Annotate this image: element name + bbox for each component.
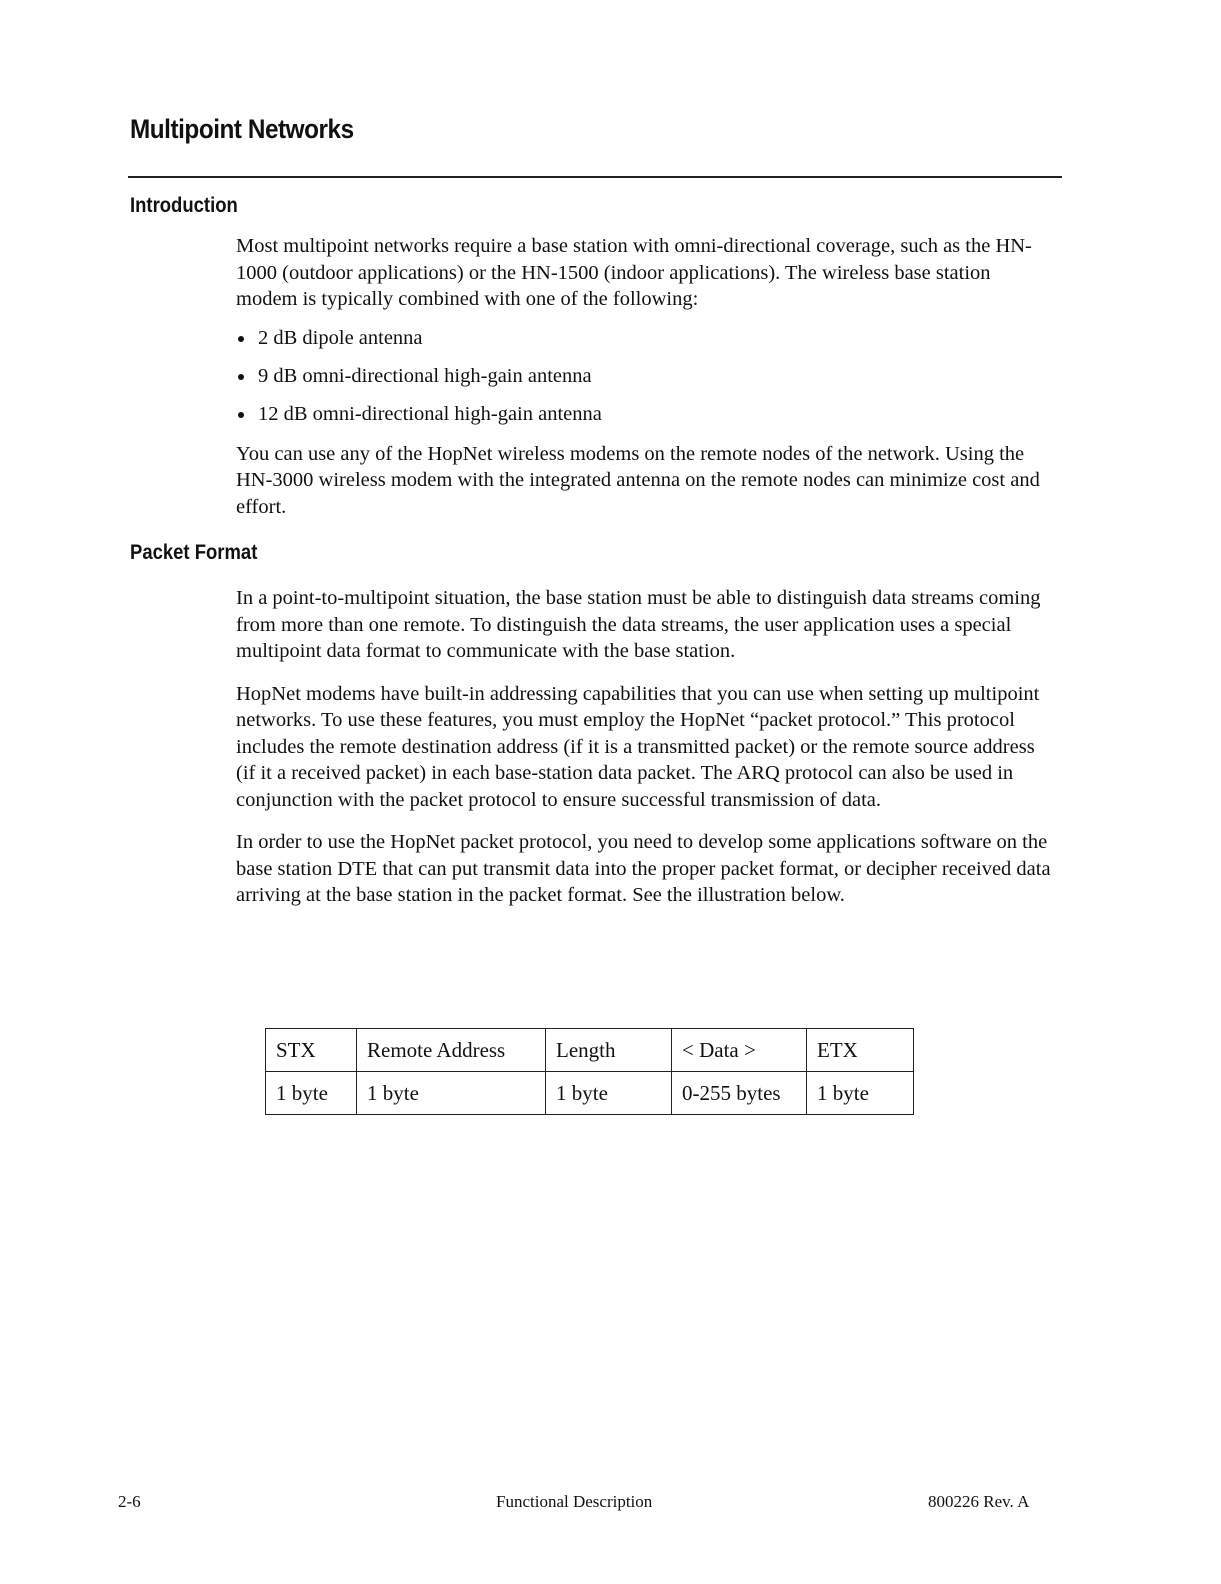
page-title: Multipoint Networks bbox=[130, 114, 354, 144]
introduction-body bbox=[236, 233, 1056, 532]
field-stx: STX bbox=[266, 1029, 357, 1072]
field-remote-address: Remote Address bbox=[357, 1029, 546, 1072]
packet-format-heading: Packet Format bbox=[130, 541, 258, 564]
packet-format-body bbox=[236, 585, 1056, 921]
chapter-title: Functional Description bbox=[496, 1492, 653, 1511]
title-divider bbox=[128, 176, 1062, 178]
field-etx: ETX bbox=[807, 1029, 914, 1072]
packet-format-paragraph-3: In order to use the HopNet packet protocol, you need to develop some applications software on the base station DTE that can put transmit data into the proper packet format, or decipher received data arriving at the base station in the packet format. See the illustration below. bbox=[236, 831, 1051, 906]
size-etx: 1 byte bbox=[807, 1072, 914, 1115]
table-row bbox=[266, 1029, 914, 1072]
packet-format-paragraph-1: In a point-to-multipoint situation, the base station must be able to distinguish data streams coming from more than one remote. To distinguish the data streams, the user application uses a special multipoint data format to communicate with the base station. bbox=[236, 587, 1041, 662]
introduction-paragraph-1: Most multipoint networks require a base station with omni-directional coverage, such as the HN-1000 (outdoor applications) or the HN-1500 (indoor applications). The wireless base station modem is typically combined with one of the following: bbox=[236, 235, 1032, 310]
packet-format-table bbox=[265, 1028, 914, 1115]
bullet-icon bbox=[238, 336, 244, 342]
introduction-heading: Introduction bbox=[130, 194, 238, 217]
bullet-icon bbox=[238, 412, 244, 418]
list-item: 12 dB omni-directional high-gain antenna bbox=[236, 401, 1056, 427]
size-data: 0-255 bytes bbox=[672, 1072, 807, 1115]
list-item: 2 dB dipole antenna bbox=[236, 325, 1056, 351]
document-id: 800226 Rev. A bbox=[928, 1492, 1030, 1511]
size-length: 1 byte bbox=[546, 1072, 672, 1115]
antenna-list bbox=[236, 325, 1056, 427]
field-data: < Data > bbox=[672, 1029, 807, 1072]
list-item: 9 dB omni-directional high-gain antenna bbox=[236, 363, 1056, 389]
table-row bbox=[266, 1072, 914, 1115]
field-length: Length bbox=[546, 1029, 672, 1072]
size-stx: 1 byte bbox=[266, 1072, 357, 1115]
size-remote-address: 1 byte bbox=[357, 1072, 546, 1115]
page-number: 2-6 bbox=[118, 1492, 141, 1511]
introduction-paragraph-2: You can use any of the HopNet wireless modems on the remote nodes of the network. Using the HN-3000 wireless modem with the integrated antenna on the remote nodes can minimize cost and effort. bbox=[236, 442, 1040, 518]
packet-format-paragraph-2: HopNet modems have built-in addressing capabilities that you can use when setting up multipoint networks. To use these features, you must employ the HopNet “packet protocol.” This protocol includes the remote destination address (if it is a transmitted packet) or the remote source address (if it a received packet) in each base-station data packet. The ARQ protocol can also be used in conjunction with the packet protocol to ensure successful transmission of data. bbox=[236, 682, 1040, 811]
bullet-icon bbox=[238, 374, 244, 380]
